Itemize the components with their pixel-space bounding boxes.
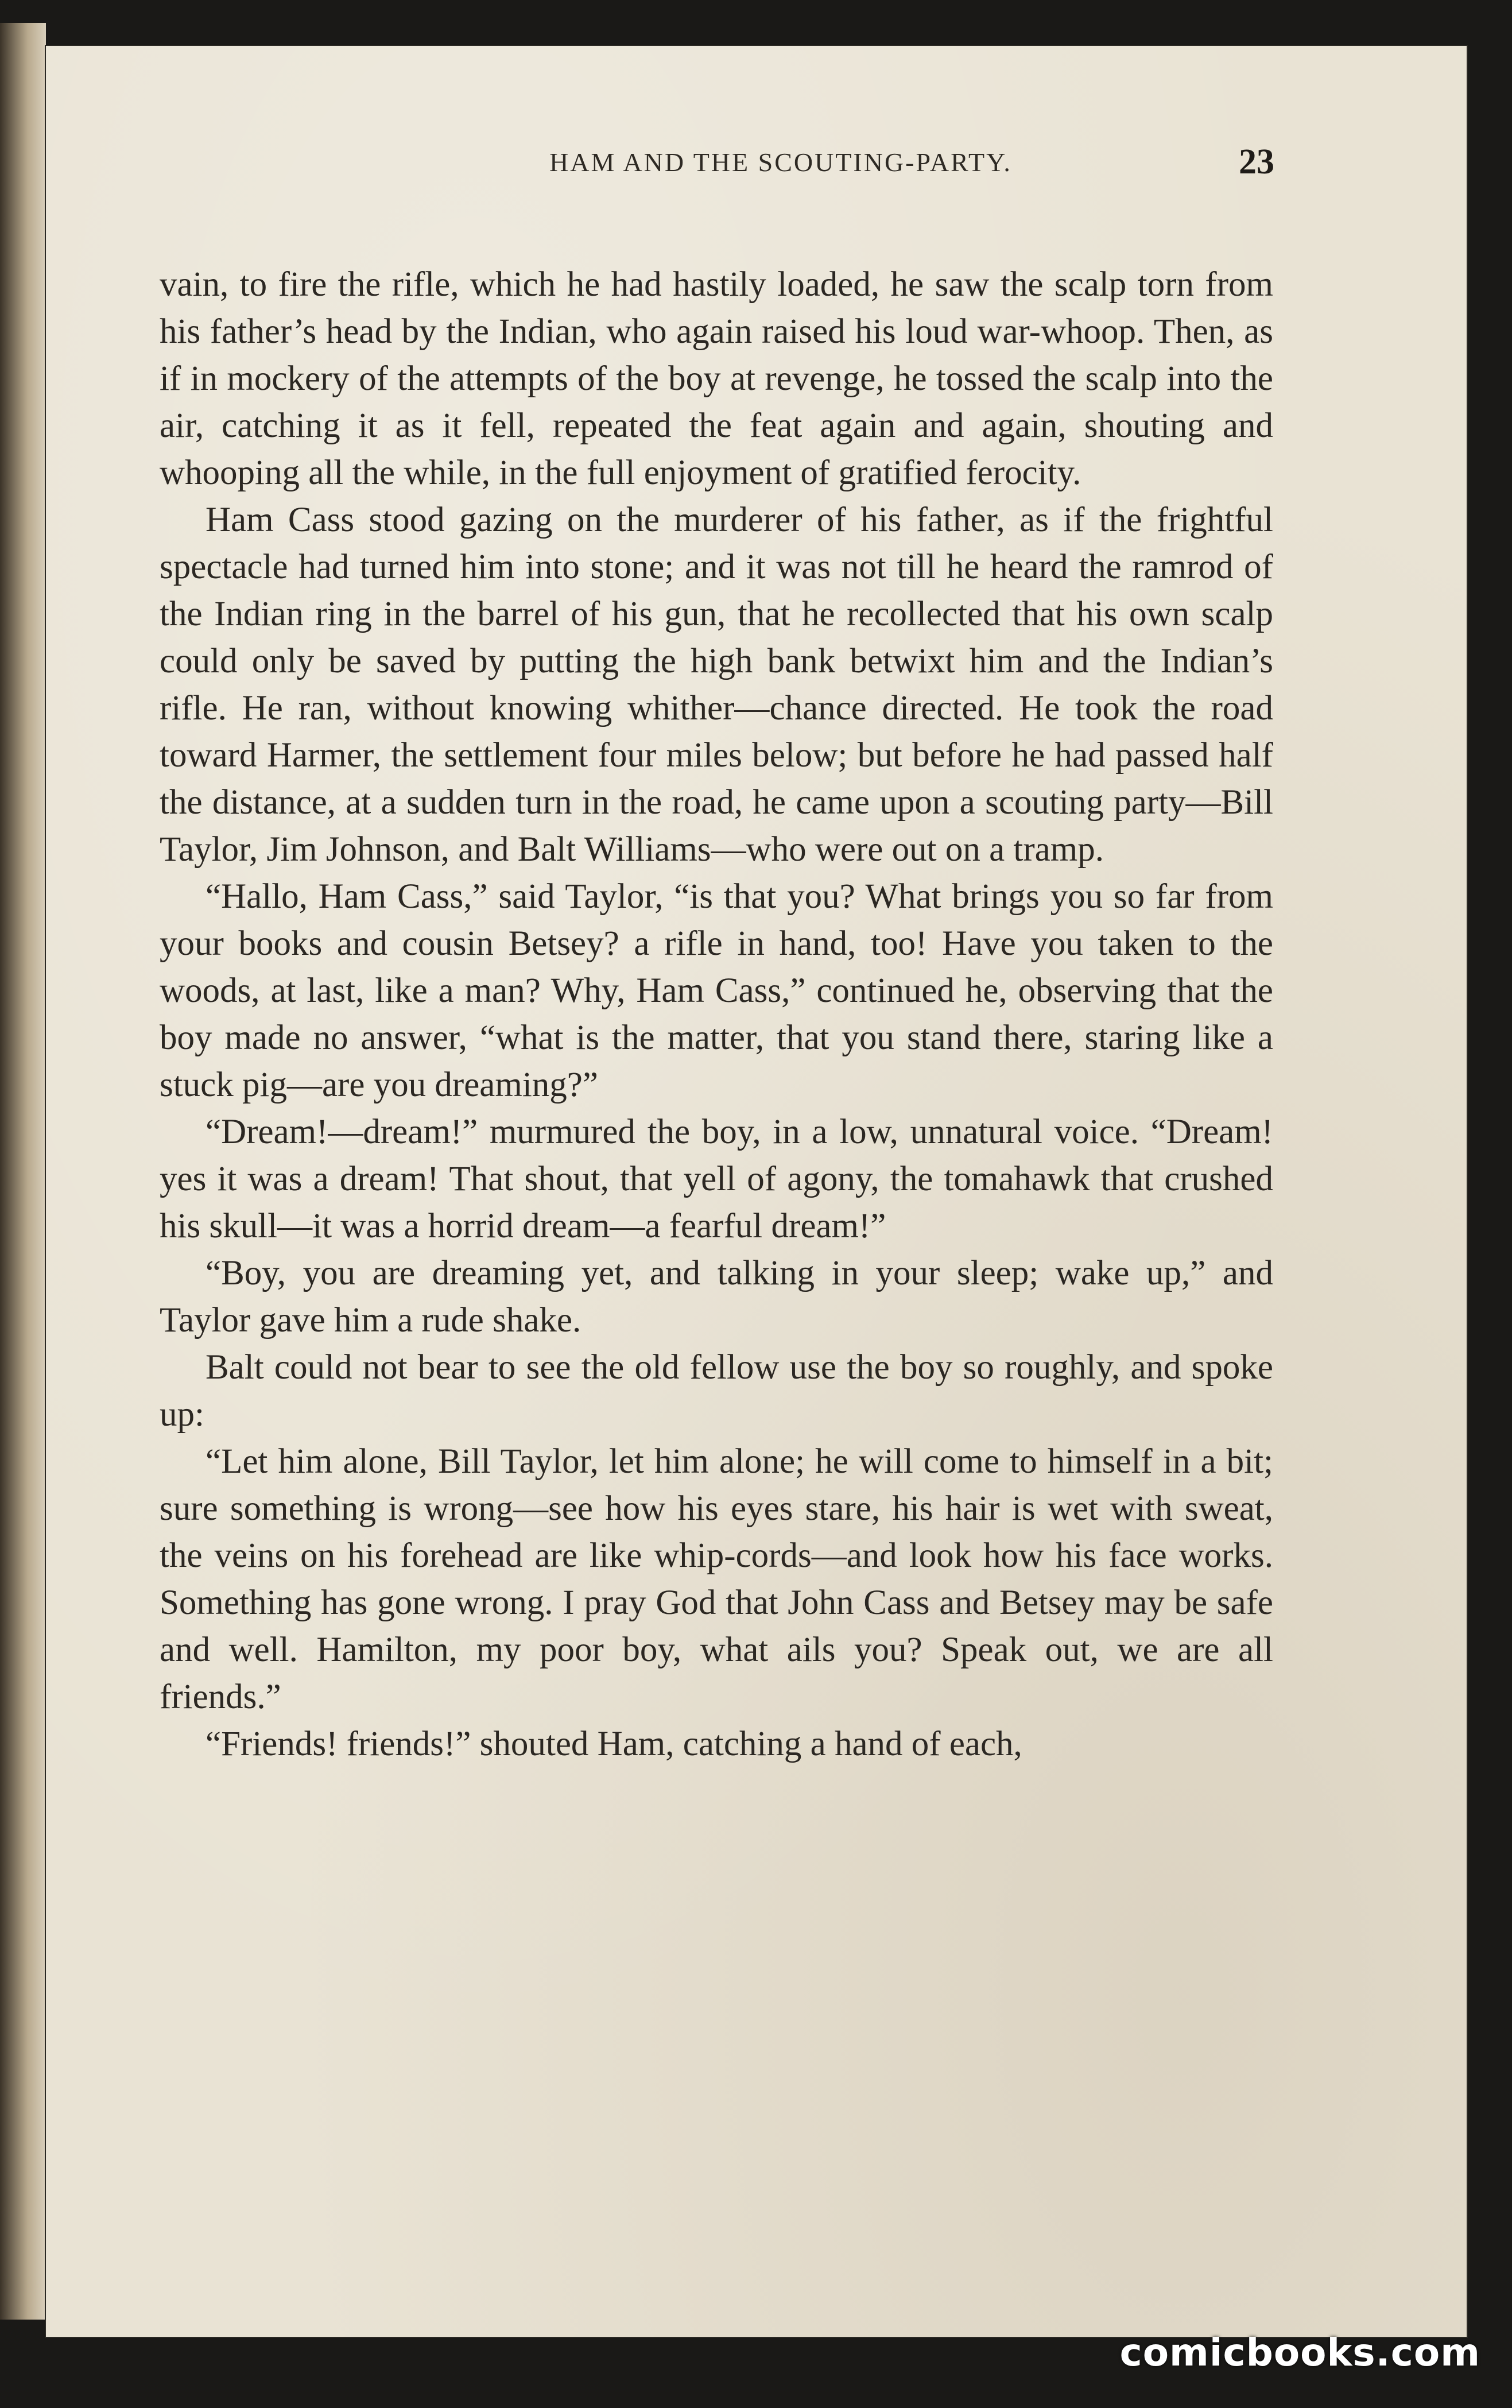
paragraph: “Hallo, Ham Cass,” said Taylor, “is that you? What brings you so far from your books and cousin Betsey? a rifle in hand, too! Have you taken to the woods, at last, like a man? Why, Ham Cass,” continued he, observing that the boy made no answer, “what is the matter, that you stand there, staring like a stuck pig—are you dreaming?” (160, 877, 1273, 1104)
book-spine-edge (0, 23, 46, 2320)
paragraph: “Friends! friends!” shouted Ham, catching a hand of each, (206, 1725, 1022, 1763)
paragraph: “Let him alone, Bill Taylor, let him alone; he will come to himself in a bit; sure something is wrong—see how his eyes stare, his hair is wet with sweat, the veins on his forehead are like whip-cords—and look how his face works. Something has gone wrong. I pray God that John Cass and Betsey may be safe and well. Hamilton, my poor boy, what ails you? Speak out, we are all friends.” (160, 1442, 1273, 1716)
watermark-text: comicbooks.com (1119, 2330, 1480, 2375)
paragraph: “Dream!—dream!” murmured the boy, in a low, unnatural voice. “Dream! yes it was a dream! That shout, that yell of agony, the tomahawk that crushed his skull—it was a horrid dream—a fearful dream!” (160, 1113, 1273, 1245)
paragraph: “Boy, you are dreaming yet, and talking in your sleep; wake up,” and Taylor gave him a rude shake. (160, 1254, 1273, 1340)
paragraph: Ham Cass stood gazing on the murderer of his father, as if the frightful spectacle had turned him into stone; and it was not till he heard the ramrod of the Indian ring in the barrel of his gun, that he recollected that his own scalp could only be saved by putting the high bank betwixt him and the Indian’s rifle. He ran, without knowing whither—chance directed. He took the road toward Harmer, the settlement four miles below; but before he had passed half the distance, at a sudden turn in the road, he came upon a scouting party—Bill Taylor, Jim Johnson, and Balt Williams—who were out on a tramp. (160, 501, 1273, 869)
body-text (160, 261, 1273, 2156)
running-head: HAM AND THE SCOUTING-PARTY. (549, 147, 1012, 177)
paragraph: Balt could not bear to see the old fellow use the boy so roughly, and spoke up: (160, 1348, 1273, 1434)
paragraph: vain, to fire the rifle, which he had hastily loaded, he saw the scalp torn from his father’s head by the Indian, who again raised his loud war-whoop. Then, as if in mockery of the attempts of the boy at revenge, he tossed the scalp into the air, catching it as it fell, repeated the feat again and again, shouting and whooping all the while, in the full enjoyment of gratified ferocity. (160, 265, 1273, 492)
page-number: 23 (1239, 142, 1274, 181)
